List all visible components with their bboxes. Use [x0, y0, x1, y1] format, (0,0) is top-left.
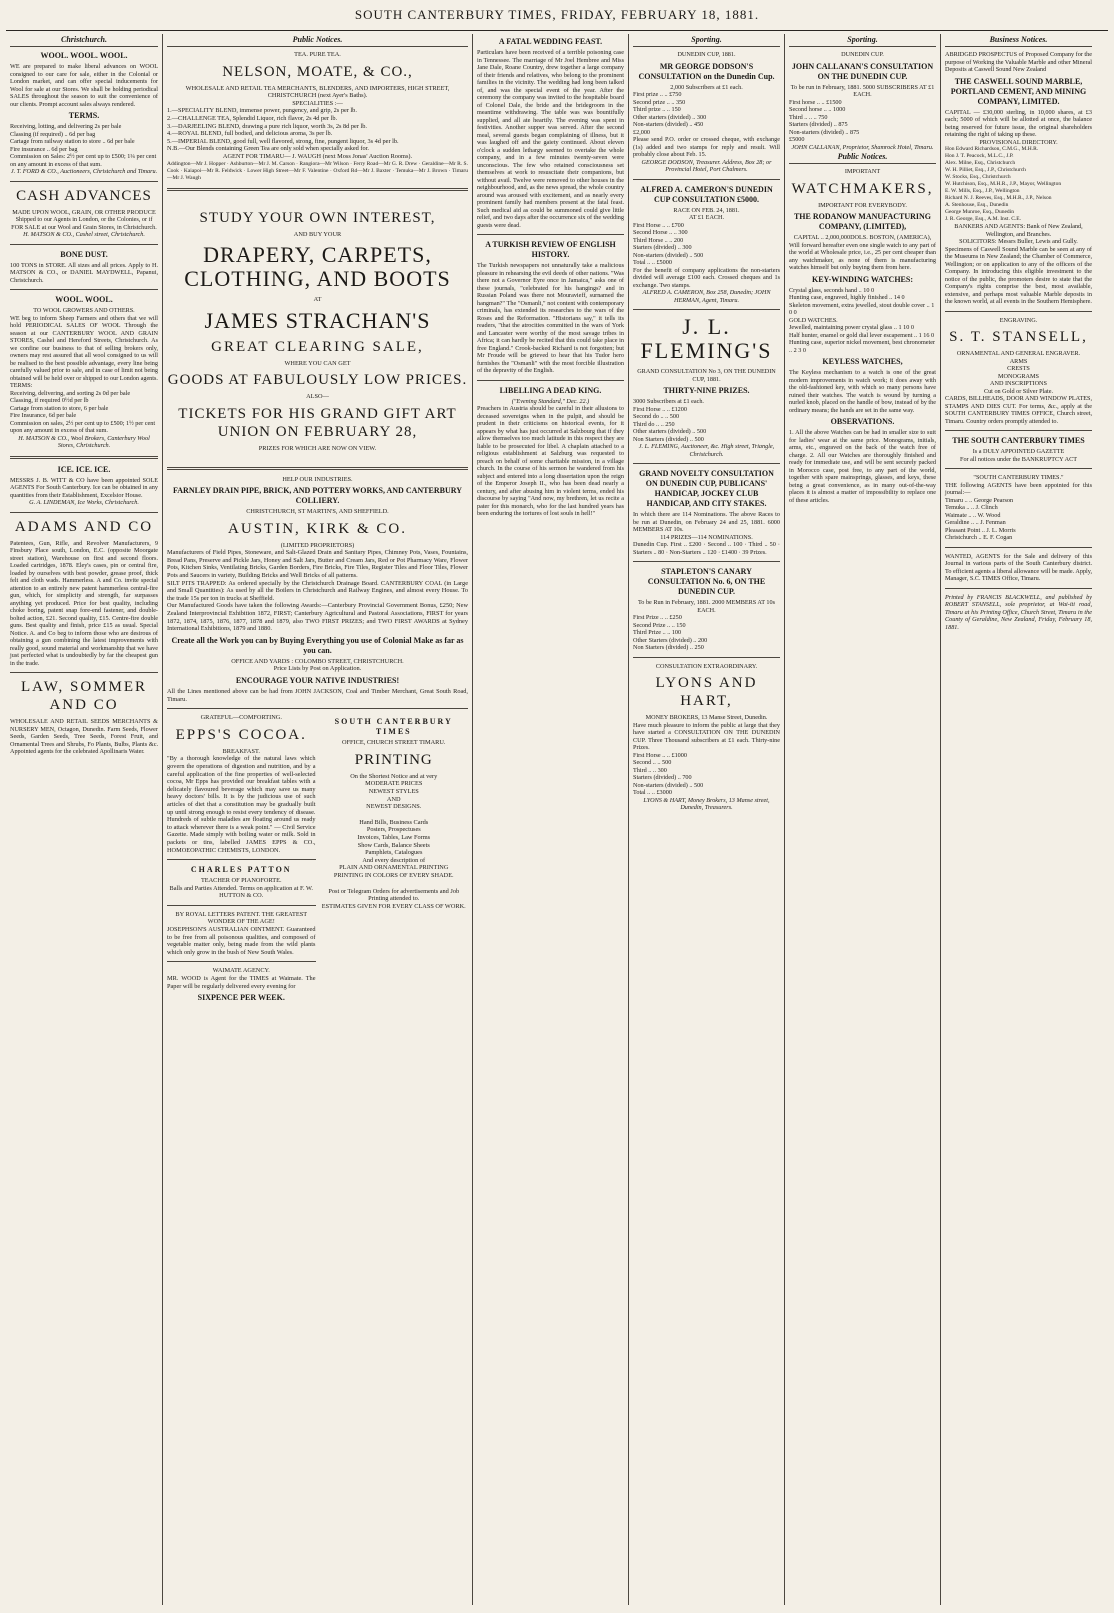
ad-agencies: Addington—Mr J. Hopper · Ashburton—Mr J. M. Carson · Rangiora—Mr Wilson · Ferry Road—Mr G. R. Drew · Geraldine—Mr R. S. Cook · Kaiapoi—Mr R. Feldwick · Lower High Street—Mr F. Valentine · Oxford Rd—Mr J. Baxter · Temuka—Mr J. Brown · Timaru—Mr J. Waugh	[167, 160, 468, 181]
ad-list: ARMS CRESTS MONOGRAMS AND INSCRIPTIONS Cut on Gold or Silver Plate.	[983, 357, 1054, 395]
column-articles	[472, 34, 628, 1605]
ad-title: THE RODANOW MANUFACTURING COMPANY, (LIMITED),	[793, 212, 932, 231]
ad-text: WE are prepared to make liberal advances on WOOL consigned to our care for sale, either in the Colonial or London market, and can offer special inducements for Wool for sale at our Stores. We shall be holding periodical SALES throughout the season to suit the convenience of our clients. Prompt account sales always rendered.	[10, 63, 158, 108]
ad-subtitle: KEY-WINDING WATCHES:	[812, 274, 913, 284]
ad-subtitle: MONEY BROKERS, 13 Manse Street, Dunedin.	[645, 714, 768, 721]
ad-title: CASH ADVANCES	[16, 187, 152, 204]
divider	[167, 188, 468, 191]
ad-kicker: ENGRAVING.	[999, 316, 1038, 324]
section-header: Sporting.	[633, 34, 780, 47]
ad-subtitle: OFFICE, CHURCH STREET TIMARU.	[341, 739, 446, 747]
ad-text: For all notices under the BANKRUPTCY ACT	[960, 455, 1077, 463]
ad-text: For the benefit of company applications the non-starters divided will average £100 each. Crossed cheques and 1s exchange. Two stamps.	[633, 266, 780, 289]
ad-signature: J. T. FORD & CO., Auctioneers, Christchurch and Timaru.	[10, 168, 158, 175]
ad-text: SOLICITORS: Messrs Buller, Lewis and Gully.	[959, 238, 1078, 245]
ad-line: OFFICE AND YARDS : COLOMBO STREET, CHRISTCHURCH.	[231, 657, 404, 665]
ad-subtitle: CHRISTCHURCH, ST MARTIN'S, AND SHEFFIELD.	[246, 508, 389, 516]
article-title: A FATAL WEDDING FEAST.	[498, 37, 603, 46]
ad-kicker: IMPORTANT	[844, 168, 881, 175]
directory-list: Hon Edward Richardson, C.M.G., M.H.R. Hon J. T. Peacock, M.L.C., J.P. Alex. Milne, Esq., Christchurch W. H. Pilliet, Esq., J.P., Christchurch W. Stocks, Esq., Christchurch W. Hutchison, Esq., M.H.R., J.P., Mayor, Wellington E. W. Mills, Esq., J.P., Wellington Richard N. J. Reeves, Esq., M.H.R., J.P., Nelson A. Stenhouse, Esq., Dunedin George Munroe, Esq., Dunedin J. R. George, Esq., A.M. Inst. C.E.	[945, 146, 1062, 222]
prize-table: First prize .. .. £750 Second prize .. .. 350 Third prize .. .. 150 Other starters (divided) .. 300 Non-starters (divided) .. 450 £2,000	[633, 91, 707, 136]
divider	[167, 859, 316, 860]
ad-text: SILT PITS TRAPPED: As ordered specially by the Christchurch Drainage Board. CANTERBURY COAL (in Large and Small Quantities): As used by all the Boilers in Christchurch and Railway Engines, and almost every House. To the trade 15s per ton in trucks at Sheffield.	[167, 579, 468, 602]
ad-text: To be run in February, 1881. 5000 SUBSCRIBERS AT £1 EACH.	[790, 83, 935, 98]
ad-signature: LYONS & HART, Money Brokers, 13 Manse street, Dunedin, Treasurers.	[643, 796, 770, 811]
ad-title: Create all the Work you can by Buying Everything you use of Colonial Make as far as you can.	[171, 635, 464, 655]
column-business	[940, 34, 1096, 1605]
section-header: Christchurch.	[10, 34, 158, 47]
ad-line: ALSO—	[306, 393, 329, 401]
article-text: Preachers in Austria should be careful in their allusions to deceased sovereigns when in the pulpit, and should be prudent in their criticisms on historical events, for it appears by what has just occurred at Salzbourg that if they allow themselves too much latitude in this respect they are liable to be prosecuted for libel. A chaplain attached to a religious establishment at Salzburg was requested to preach on behalf of some charitable mission, in a village church. In the course of his sermon he wandered from his subject and entered into a long dissertation upon the reign of the Emperor Joseph II., who has been dead nearly a century, and after abusing him in violent terms, ended his discourse by saying "And now, my brethren, let us recite a pater for this monarch, who for the last hundred years has been enduring the tortures of lost souls in hell!"	[477, 405, 624, 517]
ad-title: STAPLETON'S CANARY CONSULTATION No. 6, ON THE DUNEDIN CUP.	[647, 567, 766, 596]
ad-text: Post or Telegram Orders for advertisements and Job Printing attended to. ESTIMATES GIVEN FOR EVERY CLASS OF WORK.	[321, 887, 466, 910]
ad-text: Patentees, Gun, Rifle, and Revolver Manufacturers, 9 Finsbury Place south, London, E.C. (opposite Moorgate street station), Warehouse on first and second floors. Loaded cartridges, 1878. Eley's cases, pin or central fire, loaded by ourselves with best powder, grease proof, thick felt and cloth wads. Hammerless. A and Co. invite special attention to an entirely new patent hammerless central-fire gun, which, for simplicity and strength, far surpasses anything yet produced. Price for best quality, including choke boring, patent snap fore-end fastener, and double-bolted action, £21. Second quality, £15. Centre-fire double guns. Best quality and finish, price £15 as usual. Special Notice. A. and Co beg to inform those who are desirous of obtaining a gun combining the latest improvements with really good, sound material and workmanship that we have just perfected what is undoubtedly by far the cheapest gun in the trade.	[10, 539, 158, 667]
ad-signature: GEORGE DODSON, Treasurer. Address, Box 28; or Provincial Hotel, Port Chalmers.	[641, 158, 772, 173]
ad-title: THE SOUTH CANTERBURY TIMES	[952, 436, 1085, 445]
prize-table: Dunedin Cup. First .. £200 · Second .. 100 · Third .. 50 · Starters .. 80 · Non-Starters .. 120 · £1400 · 39 Prizes.	[633, 541, 780, 556]
ad-signature: G. A. LINDEMAN, Ice Works, Christchurch.	[29, 499, 139, 506]
ad-subtitle: 114 PRIZES—114 NOMINATIONS.	[660, 533, 753, 541]
section-header: Business Notices.	[945, 34, 1092, 47]
ad-agent: AGENT FOR TIMARU— J. WAUGH (next Moss Jonas' Auction Rooms).	[222, 152, 413, 160]
ad-line: Price Lists by Post on Application.	[273, 665, 362, 673]
ad-title: BY ROYAL LETTERS PATENT. THE GREATEST WONDER OF THE AGE!	[175, 910, 308, 926]
article-title: LIBELLING A DEAD KING.	[499, 385, 602, 395]
ad-title: PRINTING	[354, 751, 433, 768]
ad-subtitle: SPECIALITIES :—	[292, 99, 343, 107]
prize-table: First Prize .. .. £250 Second Prize .. .. 150 Third Prize .. .. 100 Other Starters (divided) .. 200 Non Starters (divided) .. 250	[633, 614, 708, 651]
divider	[945, 468, 1092, 469]
ad-line: AND BUY YOUR	[293, 230, 342, 238]
ad-line: PRIZES FOR WHICH ARE NOW ON VIEW.	[258, 444, 377, 452]
prize-table: First horse .. .. £1500 Second horse .. .. 1000 Third .. .. .. 750 Starters (divided) .. 875 Non-starters (divided) .. 875 £5000	[789, 98, 860, 143]
ad-title: J. L. FLEMING'S	[640, 314, 773, 363]
divider	[945, 588, 1092, 589]
ad-title: GREAT CLEARING SALE,	[211, 338, 424, 355]
divider	[167, 905, 316, 906]
article-text: The Turkish newspapers not unnaturally take a malicious pleasure in rehearsing the evil deeds of other nations. "Was there not a Governor Eyre once in Jamaica," asks one of these journals, "celebrated for his hangings? and in Russian Poland was there not Mouravieff, surnamed the hangman?" The "Osmanli," not content with contemporary criminals, has extended its researches to the wars of the Roses and the Reformation. "Historians say," it tells its readers, "that the atrocities committed in the wars of York and Lancaster were worthy of the most savage tribes in Africa; it can hardly be recited that this could take place in free England." Crook-backed Richard is not forgotten; but Mr Froude will be grieved to hear that his Tudor hero furnishes the "Osmanli" with the most forcible illustration of the depravity of the English.	[477, 262, 624, 374]
divider	[633, 463, 780, 464]
ad-text: CAPITAL — £30,000 sterling, in 10,000 shares, at £3 each; 5000 of which will be allotted at once, the balance being reserved for future issue, the original shareholders retaining the right of taking up these.	[945, 108, 1092, 138]
column-sporting-2	[784, 34, 940, 1605]
column-sporting	[628, 34, 784, 1605]
ad-subtitle: TO WOOL GROWERS AND OTHERS.	[33, 307, 135, 314]
ad-subtitle: TEACHER OF PIANOFORTE.	[200, 877, 282, 885]
section-header: Public Notices.	[167, 34, 468, 47]
article-text: Particulars have been received of a terrible poisoning case in Tennessee. The marriage of Mr Joel Hembree and Miss Jane Dale, Roane Country, drew together a large company of their friends and relatives, who belong to the prominent families in the vicinity. The wedding had long been talked of, and was the special event of the year. After the ceremony the company was invited to the hospitable board of Colonel Dale, the bride and the bridegroom in the meantime withdrawing. The table was was bountifully supplied, and all ate heartily. The evening was spent in festivities. Another supper was served. After the second meal, several guests began complaining of illness, but it was laughed off and the gaiety continued. About eleven o'clock a sudden lethargy seemed to overtake the whole company, and in a few minutes twenty-seven were unconscious. The few who retained consciousness set themselves at work to resuscitate their companions, but without avail. Twelve were removed to other houses in the neighbourhood, and, as the news spread, the whole country around was aroused with excitement, and as nearly every prominent family had members present at the fatal feast. Such medical aid as could be summoned could give little relief, and two days after the occurrence six of the wedding guests were dead.	[477, 49, 624, 229]
ad-kicker: CONSULTATION EXTRAORDINARY.	[655, 662, 758, 670]
price-list: Crystal glass, seconds hand .. 10 0 Hunting case, engraved, highly finished .. 14 0 Skeleton movement, extra jewelled, stout double cover .. 1 0 0 GOLD WATCHES. Jewelled, maintaining power crystal glass .. 1 10 0 Half hunter, enamel or gold dial lever escapement .. 1 16 0 Hunting case, superior nickel movement, best chronometer .. 2 3 0	[789, 286, 936, 354]
prize-table: First Horse .. .. £1000 Second .. .. 500 Third .. .. 300 Starters (divided) .. 700 Non-starters (divided) .. 500 Total .. .. £3000	[633, 751, 704, 796]
ad-signature: ALFRED A. CAMERON, Box 258, Dunedin; JOHN HERMAN, Agent, Timaru.	[642, 289, 771, 304]
agents-list: Timaru .. .. George Pearson Temuka .. .. J. Clinch Waimate .. .. W. Wood Geraldine .. .. J. Fenman Pleasant Point .. J. L. Morris Christchurch .. E. F. Cogan	[945, 496, 1016, 541]
ad-signature: JOHN CALLANAN, Proprietor, Shamrock Hotel, Timaru.	[791, 143, 934, 151]
ad-text: THE following AGENTS have been appointed for this journal:—	[945, 481, 1092, 496]
ad-signature: H. MATSON & CO., Cashel street, Christchurch.	[23, 231, 145, 238]
ad-subtitle: AT £1 EACH.	[688, 214, 725, 221]
ad-text: CARDS, BILLHEADS, DOOR AND WINDOW PLATES, STAMPS AND DIES CUT. For terms, &c., apply at the SOUTH CANTERBURY TIMES OFFICE, Church street, Timaru. Country orders promptly attended to.	[945, 395, 1092, 425]
divider	[477, 380, 624, 381]
masthead: SOUTH CANTERBURY TIMES, FRIDAY, FEBRUARY 18, 1881.	[6, 0, 1108, 31]
ad-title: WOOL. WOOL.	[55, 295, 113, 304]
ad-signature: H. MATSON & CO., Wool Brokers, Canterbury Wool Stores, Christchurch.	[18, 434, 150, 449]
ad-title: WATCHMAKERS,	[791, 180, 934, 197]
ad-subtitle: BREAKFAST.	[222, 747, 260, 755]
ad-subtitle: ORNAMENTAL AND GENERAL ENGRAVER.	[956, 350, 1081, 357]
ad-title: GRAND NOVELTY CONSULTATION ON DUNEDIN CUP, PUBLICANS' HANDICAP, JOCKEY CLUB HANDICAP, AND CITY STAKES.	[639, 469, 774, 508]
divider	[633, 179, 780, 180]
ad-title: AUSTIN, KIRK & CO.	[228, 520, 407, 537]
divider	[167, 961, 316, 962]
ad-kicker: GRATEFUL—COMFORTING.	[200, 714, 282, 722]
ad-kicker: DUNEDIN CUP, 1881.	[677, 51, 736, 58]
ad-text: WHOLESALE AND RETAIL SEEDS MERCHANTS & NURSERY MEN, Octagon, Dunedin. Farm Seeds, Flower Seeds, Garden Seeds, Tree Seeds, Forest Fruit, and Ornamental Trees and Shrubs, Fo Plants, Bulbs, Plants &c. Appointed agents for the celebrated Apollinaris Water.	[10, 718, 158, 755]
ad-terms: TERMS: Receiving, delivering, and sorting 2s 0d per bale Classing, if required 0½d per lb Cartage from station to store, 6 per bale Fire Insurance, 6d per bale Commission on sales, 2½ per cent up to £500; 1½ per cent upon any amount in excess of that sum.	[10, 382, 156, 434]
divider	[10, 456, 158, 459]
ad-title: LYONS AND HART,	[655, 675, 758, 709]
ad-line: TICKETS FOR HIS GRAND GIFT ART UNION ON FEBRUARY 28,	[178, 405, 457, 440]
divider	[10, 244, 158, 245]
ad-text: "By a thorough knowledge of the natural laws which govern the operations of digestion and nutrition, and by a careful application of the fine properties of well-selected cocoa, Mr Epps has provided our breakfast tables with a delicately flavoured beverage which may save us many heavy doctors' bills. It is by the judicious use of such articles of diet that a constitution may be gradually built up until strong enough to resist every tendency of disease. Hundreds of subtle maladies are floating around us ready to attack wherever there is a weak point." — Civil Service Gazette. Made simply with boiling water or milk. Sold in packets or tins, labelled JAMES EPPS & CO., HOMOEOPATHIC CHEMISTS, LONDON.	[167, 755, 316, 854]
ad-note: N.B.—Our Blends containing Green Tea are only sold when specially asked for.	[167, 145, 369, 153]
ad-subtitle: GRAND CONSULTATION No 3, ON THE DUNEDIN CUP, 1881.	[637, 368, 776, 383]
prize-table: 3000 Subscribers at £1 each. First Horse .. .. £1200 Second do .. .. 500 Third do .. .. 250 Other starters (divided) .. 500 Non Starters (divided) .. 500	[633, 398, 707, 443]
ad-text: 100 TONS in STORE. All sizes and all prices. Apply to H. MATSON & CO., or DANIEL MAYDWELL, Papanui, Christchurch.	[10, 261, 158, 284]
ad-list: On the Shortest Notice and at very MODERATE PRICES NEWEST STYLES AND NEWEST DESIGNS.	[350, 772, 438, 811]
ad-title: SIXPENCE PER WEEK.	[197, 993, 285, 1003]
article-source: ("Evening Standard," Dec. 22.)	[511, 397, 590, 405]
ad-line: WHERE YOU CAN GET	[284, 359, 351, 367]
ad-title: NELSON, MOATE, & CO.,	[222, 63, 413, 80]
ad-subtitle: CAPITAL .. 2,000,000DOLS. BOSTON, (AMERICA),	[793, 234, 932, 241]
column-public-notices	[162, 34, 472, 1605]
ad-title: "SOUTH CANTERBURY TIMES."	[973, 474, 1064, 481]
ad-grid	[167, 714, 468, 1005]
ad-subtitle: IMPORTANT FOR EVERYBODY.	[818, 201, 907, 209]
ad-line: STUDY YOUR OWN INTEREST,	[199, 209, 436, 226]
ad-text: All the Lines mentioned above can be had from JOHN JACKSON, Coal and Timber Merchant, Great South Road, Timaru.	[167, 688, 468, 703]
ad-title: DRAPERY, CARPETS, CLOTHING, AND BOOTS	[184, 242, 451, 292]
imprint: Printed by FRANCIS BLACKWELL, and published by ROBERT STANSELL, sole proprietor, at Wai-iti road, Timaru at his Printing Office, Church Street, Timaru in the County of Geraldine, New Zealand, Friday, February 18, 1881.	[945, 593, 1092, 631]
ad-text: 1. All the above Watches can be had in smaller size to suit for ladies' wear at the same price. Monograms, initials, arms, etc., engraved on the back of the watch free of charge. 2. All our Watches are thoroughly finished and ready for immediate use, and will be sent securely packed in Morocco case, post free, to any part of the world, together with spare mainsprings, glasses, and keys, these being a great convenience, as in many out-of-the-way places it is almost a matter of impossibility to replace one of these articles.	[789, 429, 936, 504]
section-header: Public Notices.	[789, 151, 936, 164]
ad-subtitle: PROVISIONAL DIRECTORY.	[979, 138, 1058, 146]
ad-kicker: TEA. PURE TEA.	[294, 51, 341, 58]
ad-text: WE beg to inform Sheep Farmers and others that we will hold PERIODICAL SALES OF WOOL Through the season at our CANTERBURY WOOL AND GRAIN STORES, Cashel and Hereford Streets, Christchurch. As we confine our business to that of selling brokers only, owners may rest assured that all wool consigned to us will be realised to the best possible advantage, every line being carefully valued prior to sale, and in case of limit not being obtained will be held over or shipped to our London agents.	[10, 314, 158, 382]
ad-title: THE CASWELL SOUND MARBLE, PORTLAND CEMENT, AND MINING COMPANY, LIMITED.	[950, 76, 1087, 106]
ad-subtitle: THIRTY-NINE PRIZES.	[663, 386, 750, 395]
ad-subtitle: TERMS.	[68, 111, 100, 120]
ad-title: S. T. STANSELL,	[949, 329, 1088, 345]
ad-title: MR GEORGE DODSON'S CONSULTATION on the Dunedin Cup.	[638, 61, 775, 81]
ad-text: MADE UPON WOOL, GRAIN, OR OTHER PRODUCE Shipped to our Agents in London, or the Colonies, or if FOR SALE at our Wool and Grain Stores, in Christchurch.	[11, 208, 157, 231]
ad-title: EPPS'S COCOA.	[175, 726, 307, 743]
ad-kicker: DUNEDIN CUP.	[841, 51, 884, 58]
ad-terms: Receiving, lotting, and delivering 2s per bale Classing (if required) .. 6d per bag Cartage from railway station to store .. 6d per bale Fire insurance .. 6d per bag Commission on Sales: 2½ per cent up to £500; 1¼ per cent on any amount in excess of that sum.	[10, 123, 157, 168]
ad-title: JAMES STRACHAN'S	[204, 307, 431, 333]
ad-column-left	[167, 714, 316, 1005]
ad-subtitle: OBSERVATIONS.	[830, 417, 895, 426]
article-title: A TURKISH REVIEW OF ENGLISH HISTORY.	[485, 240, 616, 259]
section-header: Sporting.	[789, 34, 936, 47]
ad-kicker: HELP OUR INDUSTRIES.	[282, 475, 353, 483]
ad-subtitle: 2,000 Subscribers at £1 each.	[670, 83, 743, 91]
divider	[167, 467, 468, 470]
divider	[945, 311, 1092, 312]
prize-table: First Horse .. .. £700 Second Horse .. .. 300 Third Horse .. .. 200 Starters (divided) .. 300 Non-starters (divided) .. 500 Total .. .. £5000	[633, 221, 704, 266]
divider	[477, 234, 624, 235]
divider	[945, 430, 1092, 431]
ad-text: In which there are 114 Nominations. The above Races to be run at Dunedin, on February 24 and 25, 1881. 6000 MEMBERS AT 10s.	[633, 511, 780, 533]
ad-text: To be Run in February, 1881. 2000 MEMBERS AT 10s EACH.	[637, 599, 776, 614]
ad-line: GOODS AT FABULOUSLY LOW PRICES.	[167, 372, 468, 389]
ad-title: LAW, SOMMER AND CO	[20, 679, 148, 713]
divider	[633, 657, 780, 658]
ad-list: 1.—SPECIALITY BLEND, immense power, pungency, and grip, 2s per lb. 2.—CHALLENGE TEA, Splendid Liquor, rich flavor, 2s 4d per lb. 3.—DARJEELING BLEND, drawing a pure rich liquor, worth 3s, 2s 8d per lb. 4.—ROYAL BLEND, full bodied, and delicious aroma, 3s per lb. 5.—IMPERIAL BLEND, good full, well flavored, strong, fine, pungent liquor, 3s 4d per lb.	[167, 107, 399, 145]
ad-text: Will forward hereafter even one single watch to any part of the world at Wholesale price, i.e., 25 per cent cheaper than any watchmaker, as none of them is manufacturing watches himself but only buying them from here.	[789, 241, 936, 271]
ad-title: ENCOURAGE YOUR NATIVE INDUSTRIES!	[235, 676, 400, 685]
divider	[167, 708, 468, 709]
ad-column-right	[320, 714, 469, 1005]
divider	[10, 181, 158, 182]
ad-subtitle: RACE ON FEB. 24, 1881.	[673, 206, 740, 214]
ad-title: WAIMATE AGENCY.	[212, 967, 270, 975]
ad-subtitle: WHOLESALE AND RETAIL TEA MERCHANTS, BLENDERS, AND IMPORTERS, HIGH STREET, CHRISTCHURCH (next Ayer's Baths).	[185, 84, 450, 100]
ad-text: Our Manufactured Goods have taken the following Awards:—Canterbury Provincial Government Bonus, £250; New Zealand Interprovincial Exhibition 1872, FIRST; Canterbury Agricultural and Pastoral Associations, FIRST for years 1872, 1874, 1875, 1876, 1877, 1878 and 1879, also TWO FIRST PRIZES; and TWO FIRST AWARDS at Sydney International Exhibitions, 1879 and 1880.	[167, 602, 468, 633]
ad-title: WOOL. WOOL. WOOL.	[40, 51, 128, 60]
ad-text: JOSEPHSON'S AUSTRALIAN OINTMENT. Guaranteed to be free from all poisonous qualities, and composed of vegetable matter only, being made from the wild plants which only grow in the bush of New South Wales.	[167, 926, 316, 956]
ad-text: The Keyless mechanism to a watch is one of the great modern improvements in watch work; it does away with the old-fashioned key, with which so many persons have ruined their watches. The watch is wound by turning a nurled knob, placed on the handle of bow, instead of by the ordinary means; the hands are set in the same way.	[789, 369, 936, 414]
divider	[10, 672, 158, 673]
column-christchurch	[6, 34, 162, 1605]
divider	[10, 512, 158, 513]
ad-text: WANTED, AGENTS for the Sale and delivery of this Journal in various parts of the South Canterbury district. To efficient agents a liberal allowance will be made. Apply, Manager, S.C. TIMES Office, Timaru.	[945, 552, 1092, 582]
ad-subtitle: KEYLESS WATCHES,	[822, 357, 903, 366]
ad-title: ICE. ICE. ICE.	[57, 464, 111, 474]
ad-title: ALFRED A. CAMERON'S DUNEDIN CUP CONSULTATION £5000.	[640, 184, 773, 204]
ad-text: MESSRS J. B. WITT & CO have been appointed SOLE AGENTS For South Canterbury. Ice can be obtained in any quantities from their Establishment, Excelsior House.	[10, 476, 158, 499]
ad-title: ADAMS AND CO	[14, 518, 154, 535]
divider	[633, 561, 780, 562]
ad-text: Balls and Parties Attended. Terms on application at F. W. HUTTON & CO.	[169, 884, 313, 900]
ad-title: SOUTH CANTERBURY TIMES	[334, 717, 453, 737]
ad-subtitle: Is a DULY APPOINTED GAZETTE	[972, 448, 1065, 455]
ad-title: BONE DUST.	[60, 249, 108, 259]
ad-list: Hand Bills, Business Cards Posters, Prospectuses Invoices, Tables, Law Forms Show Cards, Balance Sheets Pamphlets, Catalogues And every description of PLAIN AND ORNAMENTAL PRINTING PRINTING IN COLORS OF EVERY SHADE.	[333, 818, 454, 879]
ad-title: FARNLEY DRAIN PIPE, BRICK, AND POTTERY WORKS, AND CANTERBURY COLLIERY.	[172, 486, 463, 506]
ad-text: Manufacturers of Field Pipes, Stoneware, and Salt-Glazed Drain and Sanitary Pipes, Chimney Pots, Vases, Fountains, Bread Pans, Preserve and Pickle Jars, Honey and Salt Jars, Butter and Cream Jars, Red or Pot Pharmacy Ware, Flower Pots, Kitchen Sinks, Ventilating Bricks, Garden Borders, Fire Bricks, Fire Tiles, Register Tiles and Floor Tiles, Flower Pots and Saucers in variety, Building Bricks and Well Bricks of all patterns.	[167, 549, 468, 580]
ad-signature: J. L. FLEMING, Auctioneer, &c. High street, Triangle, Christchurch.	[638, 443, 775, 458]
ad-title: JOHN CALLANAN'S CONSULTATION ON THE DUNEDIN CUP.	[791, 61, 934, 81]
ad-text: BANKERS AND AGENTS: Bank of New Zealand, Wellington, and Branches.	[954, 223, 1083, 238]
ad-text: Have much pleasure to inform the public at large that they have started a CONSULTATION ON THE DUNEDIN CUP. Three Thousand subscribers at £1 each. Thirty-nine Prizes.	[633, 721, 780, 751]
ad-text: Please send P.O. order or crossed cheque, with exchange (1s) added and two stamps for reply and result. Will probably close about Feb. 15.	[633, 136, 780, 158]
ad-text: MR. WOOD is Agent for the TIMES at Waimate. The Paper will be regularly delivered every evening for	[167, 975, 316, 990]
columns	[6, 34, 1108, 1605]
ad-line: AT	[313, 296, 322, 304]
ad-title: ABRIDGED PROSPECTUS of Proposed Company for the purpose of Working the Valuable Marble and other Mineral Deposits at Caswell Sound New Zealand	[945, 51, 1092, 73]
ad-text: Specimens of Caswell Sound Marble can be seen at any of the Museums in New Zealand; the Chamber of Commerce, Wellington; or on application to any of the officers of the Company. In introducing this eligible investment to the notice of the public, the promoters desire to state that the Company's rights comprise the best, most available, extensive, and perhaps most valuable Marble deposits in the known world, at all events in the Southern Hemisphere.	[945, 245, 1092, 305]
ad-subtitle: (LIMITED PROPRIETORS)	[280, 541, 355, 549]
divider	[945, 547, 1092, 548]
divider	[633, 309, 780, 310]
ad-title: CHARLES PATTON	[190, 865, 292, 875]
divider	[10, 289, 158, 290]
